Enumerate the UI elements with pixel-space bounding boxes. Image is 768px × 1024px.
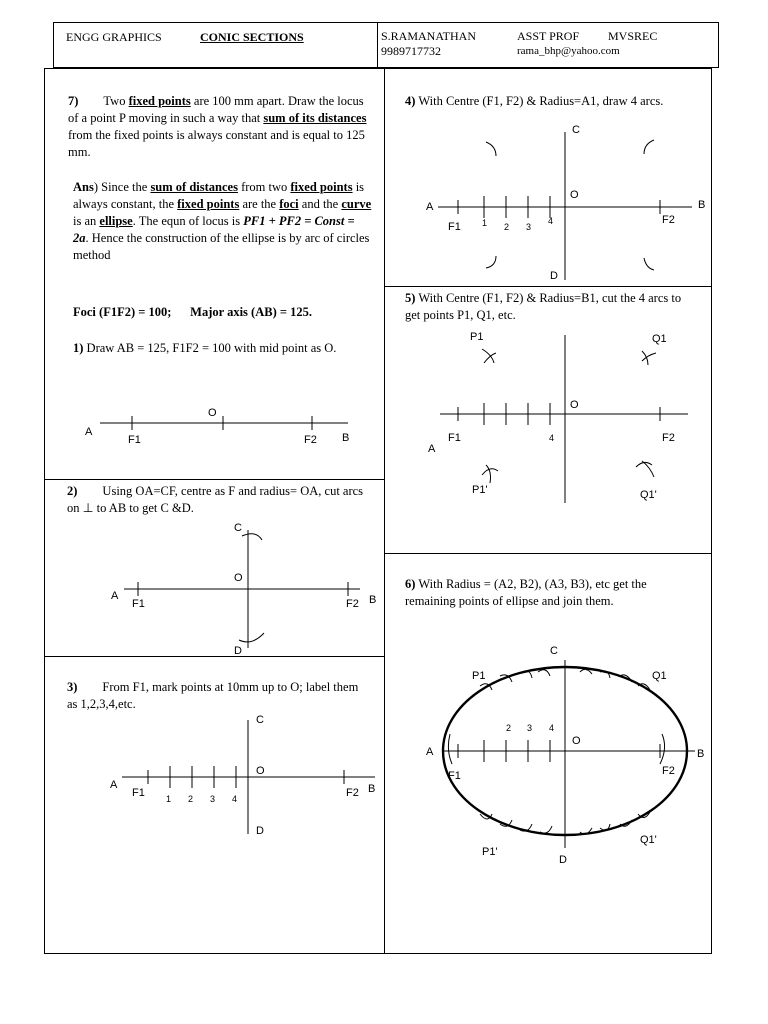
svg-text:F2: F2 — [346, 787, 359, 799]
svg-text:B: B — [342, 432, 350, 444]
svg-text:P1': P1' — [482, 846, 498, 858]
svg-text:C: C — [234, 522, 242, 534]
column-divider — [384, 68, 385, 953]
foci-major-line: Foci (F1F2) = 100; Major axis (AB) = 125. — [73, 305, 312, 319]
svg-text:Q1': Q1' — [640, 489, 657, 501]
svg-text:A: A — [428, 443, 436, 455]
svg-text:2: 2 — [506, 723, 512, 733]
svg-text:1: 1 — [482, 218, 488, 228]
svg-text:O: O — [234, 572, 243, 584]
svg-text:3: 3 — [527, 723, 533, 733]
svg-text:4: 4 — [548, 216, 554, 226]
header-author: S.RAMANATHAN — [381, 29, 477, 43]
svg-text:F2: F2 — [304, 434, 317, 446]
header-divider — [377, 22, 378, 67]
step-3-text: 3) From F1, mark points at 10mm up to O; label them as 1,2,3,4,etc. — [67, 680, 359, 711]
svg-text:Q1: Q1 — [652, 333, 667, 345]
svg-text:A: A — [110, 779, 118, 791]
svg-text:A: A — [111, 590, 119, 602]
svg-text:Q1: Q1 — [652, 670, 667, 682]
svg-text:Q1': Q1' — [640, 834, 657, 846]
svg-text:C: C — [550, 645, 558, 657]
svg-text:3: 3 — [210, 794, 216, 804]
svg-text:O: O — [570, 189, 579, 201]
problem-statement: 7) Two fixed points are 100 mm apart. Draw the locus of a point P moving in such a way that sum of its distances from the fixed points is always constant and is equal to 125 mm. — [68, 94, 367, 159]
step-4-diagram — [420, 120, 710, 285]
svg-text:F1: F1 — [448, 770, 461, 782]
svg-text:B: B — [697, 748, 705, 760]
svg-text:O: O — [570, 399, 579, 411]
svg-text:C: C — [572, 124, 580, 136]
svg-text:A: A — [85, 426, 93, 438]
step-5-text: 5) With Centre (F1, F2) & Radius=B1, cut the 4 arcs to get points P1, Q1, etc. — [405, 291, 682, 322]
svg-text:P1: P1 — [472, 670, 486, 682]
svg-text:B: B — [369, 594, 377, 606]
svg-text:F1: F1 — [128, 434, 141, 446]
svg-text:F1: F1 — [448, 221, 461, 233]
svg-text:F1: F1 — [132, 598, 145, 610]
svg-text:F1: F1 — [132, 787, 145, 799]
svg-text:D: D — [550, 270, 558, 282]
answer-text: Ans) Since the sum of distances from two fixed points is always constant, the fixed points are the foci and the curve is an ellipse. The equn of locus is PF1 + PF2 = Const = 2a. Hence the construction of the ellipse is by arc of circles method — [73, 180, 372, 262]
svg-text:F2: F2 — [346, 598, 359, 610]
step-1-diagram — [80, 400, 370, 460]
svg-text:D: D — [234, 645, 242, 657]
svg-text:3: 3 — [526, 222, 532, 232]
svg-text:F2: F2 — [662, 432, 675, 444]
header-subject: ENGG GRAPHICS — [66, 30, 162, 44]
svg-text:1: 1 — [166, 794, 172, 804]
svg-text:O: O — [208, 407, 217, 419]
svg-text:4: 4 — [549, 433, 555, 443]
step-1-text: 1) Draw AB = 125, F1F2 = 100 with mid point as O. — [73, 341, 337, 355]
header-college: MVSREC — [608, 29, 658, 43]
header-topic: CONIC SECTIONS — [200, 30, 304, 44]
svg-text:O: O — [572, 735, 581, 747]
step-5-diagram — [420, 325, 710, 505]
svg-text:A: A — [426, 746, 434, 758]
svg-text:B: B — [368, 783, 376, 795]
divider-right-1 — [384, 286, 711, 287]
step-6-diagram — [420, 638, 710, 868]
svg-text:4: 4 — [549, 723, 555, 733]
svg-text:F2: F2 — [662, 765, 675, 777]
step-2-text: 2) Using OA=CF, centre as F and radius= OA, cut arcs on ⊥ to AB to get C &D. — [67, 484, 364, 515]
svg-text:2: 2 — [504, 222, 510, 232]
divider-left-1 — [44, 479, 385, 480]
svg-text:O: O — [256, 765, 265, 777]
step-2-diagram — [100, 518, 380, 658]
svg-text:D: D — [256, 825, 264, 837]
svg-text:A: A — [426, 201, 434, 213]
svg-text:D: D — [559, 854, 567, 866]
step-3-diagram — [100, 710, 380, 840]
step-4-text: 4) With Centre (F1, F2) & Radius=A1, draw 4 arcs. — [405, 94, 664, 108]
svg-text:4: 4 — [232, 794, 238, 804]
header-email: rama_bhp@yahoo.com — [517, 45, 620, 57]
svg-text:2: 2 — [188, 794, 194, 804]
divider-right-2 — [384, 553, 711, 554]
svg-text:C: C — [256, 714, 264, 726]
svg-text:F2: F2 — [662, 214, 675, 226]
svg-text:P1: P1 — [470, 331, 484, 343]
step-6-text: 6) With Radius = (A2, B2), (A3, B3), etc get the remaining points of ellipse and join them. — [405, 577, 647, 608]
header-phone: 9989717732 — [381, 44, 441, 58]
svg-text:P1': P1' — [472, 484, 488, 496]
svg-text:B: B — [698, 199, 706, 211]
header-designation: ASST PROF — [517, 29, 580, 43]
svg-text:F1: F1 — [448, 432, 461, 444]
